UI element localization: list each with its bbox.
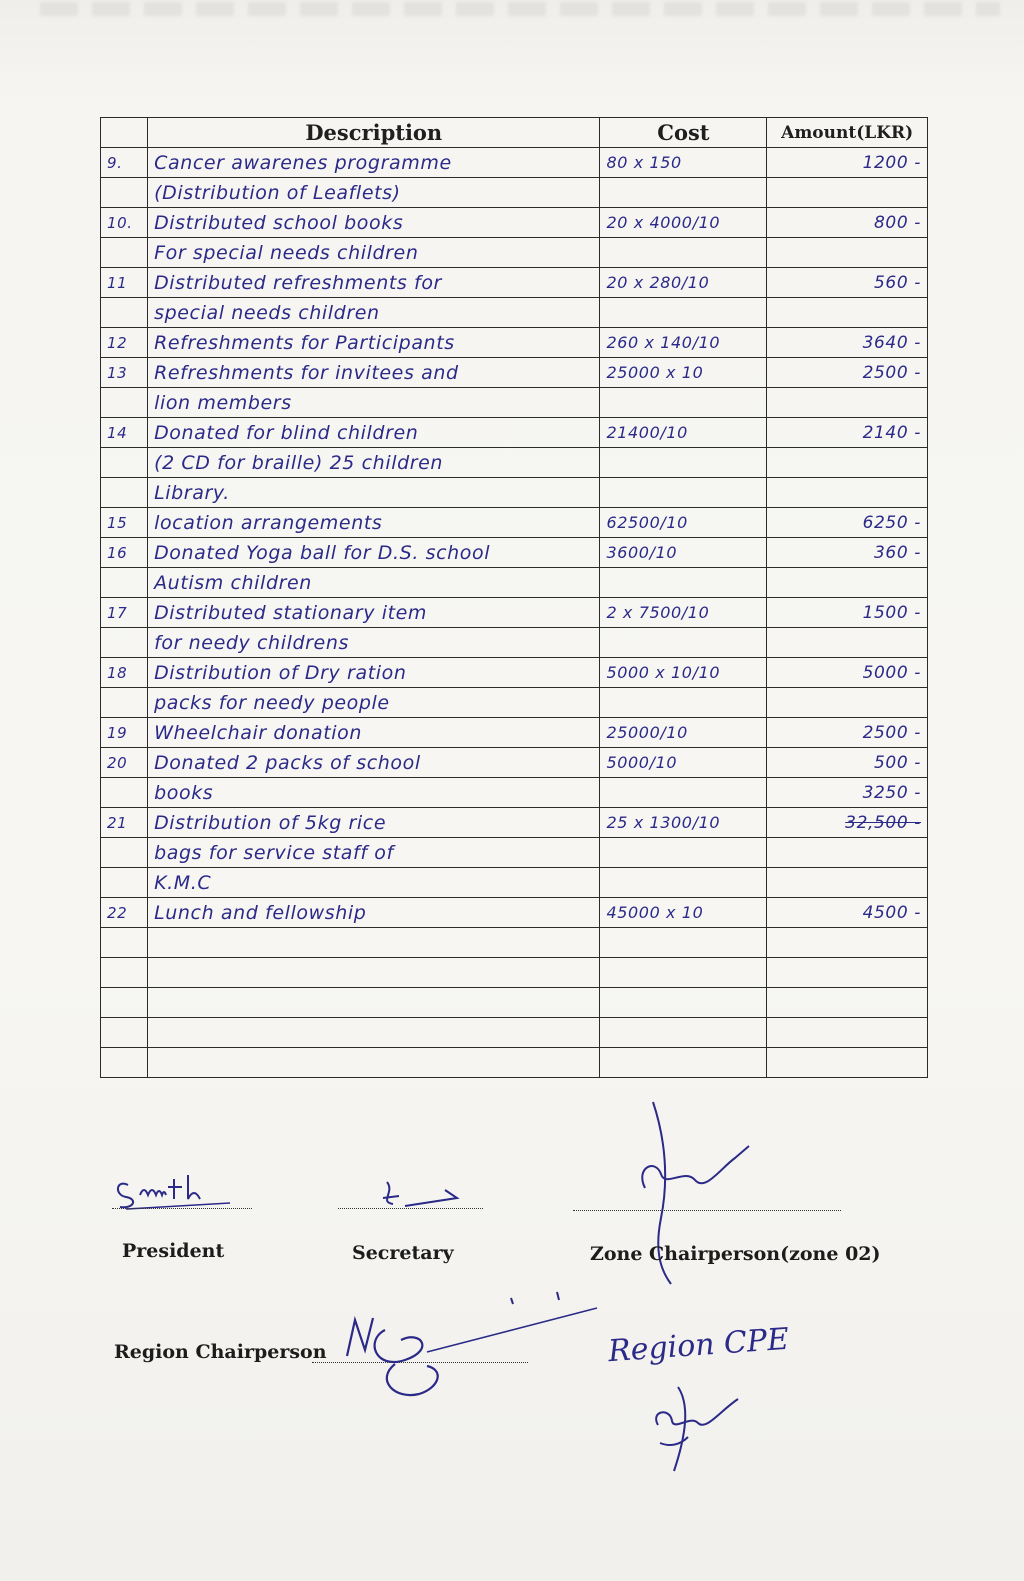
table-row [101,748,928,778]
row-description: packs for needy people [148,688,600,718]
header-number [101,118,148,148]
secretary-label: Secretary [352,1242,454,1264]
row-cost [600,628,767,658]
row-amount: 360 - [767,538,928,568]
row-cost [600,178,767,208]
table-row [101,628,928,658]
secretary-sign-line [338,1208,483,1209]
table-row [101,898,928,928]
row-cost [600,388,767,418]
row-number [101,568,148,598]
row-description: bags for service staff of [148,838,600,868]
row-description: Refreshments for Participants [148,328,600,358]
row-amount: 800 - [767,208,928,238]
table-row [101,178,928,208]
header-amount: Amount(LKR) [767,118,928,148]
row-description: (2 CD for braille) 25 children [148,448,600,478]
row-amount [767,868,928,898]
row-amount: 2500 - [767,718,928,748]
row-description: Donated 2 packs of school [148,748,600,778]
row-cost: 20 x 280/10 [600,268,767,298]
row-description: lion members [148,388,600,418]
table-row [101,868,928,898]
row-amount [767,958,928,988]
row-cost [600,778,767,808]
row-amount: 2140 - [767,418,928,448]
table-row [101,778,928,808]
row-amount [767,928,928,958]
row-number [101,628,148,658]
table-row [101,988,928,1018]
row-amount [767,988,928,1018]
table-row [101,928,928,958]
row-cost [600,238,767,268]
row-description: Donated Yoga ball for D.S. school [148,538,600,568]
row-cost: 25000 x 10 [600,358,767,388]
bleed-through-text [40,2,1000,16]
row-cost: 21400/10 [600,418,767,448]
row-description: Donated for blind children [148,418,600,448]
table-row [101,358,928,388]
table-row [101,418,928,448]
row-amount [767,238,928,268]
row-description: (Distribution of Leaflets) [148,178,600,208]
row-number: 15 [101,508,148,538]
table-row [101,388,928,418]
row-number [101,178,148,208]
row-amount: 32,500 - [767,808,928,838]
row-number [101,388,148,418]
row-number [101,778,148,808]
row-amount: 6250 - [767,508,928,538]
row-cost: 25000/10 [600,718,767,748]
row-cost [600,568,767,598]
row-amount: 1200 - [767,148,928,178]
zone-chairperson-label: Zone Chairperson(zone 02) [590,1243,881,1265]
row-amount [767,688,928,718]
row-number: 22 [101,898,148,928]
row-cost [600,868,767,898]
region-cpe-note: Region CPE [606,1321,791,1370]
row-cost: 3600/10 [600,538,767,568]
row-number: 21 [101,808,148,838]
table-row [101,298,928,328]
table-row [101,808,928,838]
region-cpe-signature [640,1385,750,1475]
region-chairperson-label: Region Chairperson [114,1341,327,1363]
secretary-signature [365,1178,485,1212]
row-description [148,928,600,958]
row-amount: 500 - [767,748,928,778]
table-row [101,838,928,868]
expense-table [100,117,928,1078]
row-amount [767,448,928,478]
row-description [148,958,600,988]
header-cost: Cost [600,118,767,148]
row-number: 20 [101,748,148,778]
row-number [101,238,148,268]
table-row [101,208,928,238]
row-number [101,478,148,508]
row-amount: 4500 - [767,898,928,928]
row-amount: 560 - [767,268,928,298]
row-cost: 80 x 150 [600,148,767,178]
row-description: Cancer awarenes programme [148,148,600,178]
row-cost [600,1018,767,1048]
header-description: Description [148,118,600,148]
row-cost: 5000 x 10/10 [600,658,767,688]
table-row [101,238,928,268]
row-number: 16 [101,538,148,568]
president-label: President [122,1240,225,1262]
row-description: location arrangements [148,508,600,538]
row-description: Distributed refreshments for [148,268,600,298]
row-number [101,1048,148,1078]
row-description: For special needs children [148,238,600,268]
row-cost: 62500/10 [600,508,767,538]
row-number: 18 [101,658,148,688]
row-description [148,988,600,1018]
row-number [101,298,148,328]
row-cost: 25 x 1300/10 [600,808,767,838]
row-description: Wheelchair donation [148,718,600,748]
table-row [101,508,928,538]
row-description: books [148,778,600,808]
row-number: 13 [101,358,148,388]
table-row [101,148,928,178]
table-row [101,538,928,568]
row-amount [767,838,928,868]
row-cost: 2 x 7500/10 [600,598,767,628]
row-amount: 5000 - [767,658,928,688]
table-row [101,268,928,298]
row-amount: 3640 - [767,328,928,358]
table-body [101,148,928,1078]
row-number [101,688,148,718]
table-header-row [101,118,928,148]
row-number: 14 [101,418,148,448]
row-cost [600,298,767,328]
row-number [101,448,148,478]
row-number: 12 [101,328,148,358]
row-number: 9. [101,148,148,178]
row-number [101,868,148,898]
row-amount [767,628,928,658]
row-number [101,988,148,1018]
row-amount [767,298,928,328]
row-cost [600,448,767,478]
row-description: Distributed stationary item [148,598,600,628]
table-row [101,688,928,718]
row-amount: 1500 - [767,598,928,628]
table-row [101,598,928,628]
zone-chairperson-sign-line [573,1210,841,1211]
row-number: 10. [101,208,148,238]
table-row [101,1018,928,1048]
row-cost [600,478,767,508]
row-description: Lunch and fellowship [148,898,600,928]
row-description [148,1018,600,1048]
table-row [101,958,928,988]
row-number: 11 [101,268,148,298]
row-description: Autism children [148,568,600,598]
table-row [101,568,928,598]
row-amount [767,178,928,208]
row-amount [767,568,928,598]
table-row [101,658,928,688]
table-row [101,478,928,508]
row-cost [600,958,767,988]
row-number [101,958,148,988]
row-cost [600,688,767,718]
row-number [101,1018,148,1048]
row-amount [767,1018,928,1048]
row-number: 19 [101,718,148,748]
row-amount [767,388,928,418]
region-chairperson-signature [335,1290,615,1408]
table-row [101,718,928,748]
row-amount [767,1048,928,1078]
row-cost [600,838,767,868]
president-sign-line [112,1208,252,1209]
row-cost: 260 x 140/10 [600,328,767,358]
row-description: for needy childrens [148,628,600,658]
table-row [101,448,928,478]
row-description: special needs children [148,298,600,328]
row-number [101,928,148,958]
row-description [148,1048,600,1078]
table-row [101,1048,928,1078]
row-description: Distribution of Dry ration [148,658,600,688]
row-cost [600,1048,767,1078]
table-row [101,328,928,358]
row-description: K.M.C [148,868,600,898]
row-amount: 3250 - [767,778,928,808]
row-description: Distribution of 5kg rice [148,808,600,838]
row-cost [600,928,767,958]
row-description: Distributed school books [148,208,600,238]
row-cost: 5000/10 [600,748,767,778]
row-amount [767,478,928,508]
row-number: 17 [101,598,148,628]
row-number [101,838,148,868]
row-cost: 45000 x 10 [600,898,767,928]
row-description: Refreshments for invitees and [148,358,600,388]
row-cost [600,988,767,1018]
row-cost: 20 x 4000/10 [600,208,767,238]
row-description: Library. [148,478,600,508]
row-amount: 2500 - [767,358,928,388]
